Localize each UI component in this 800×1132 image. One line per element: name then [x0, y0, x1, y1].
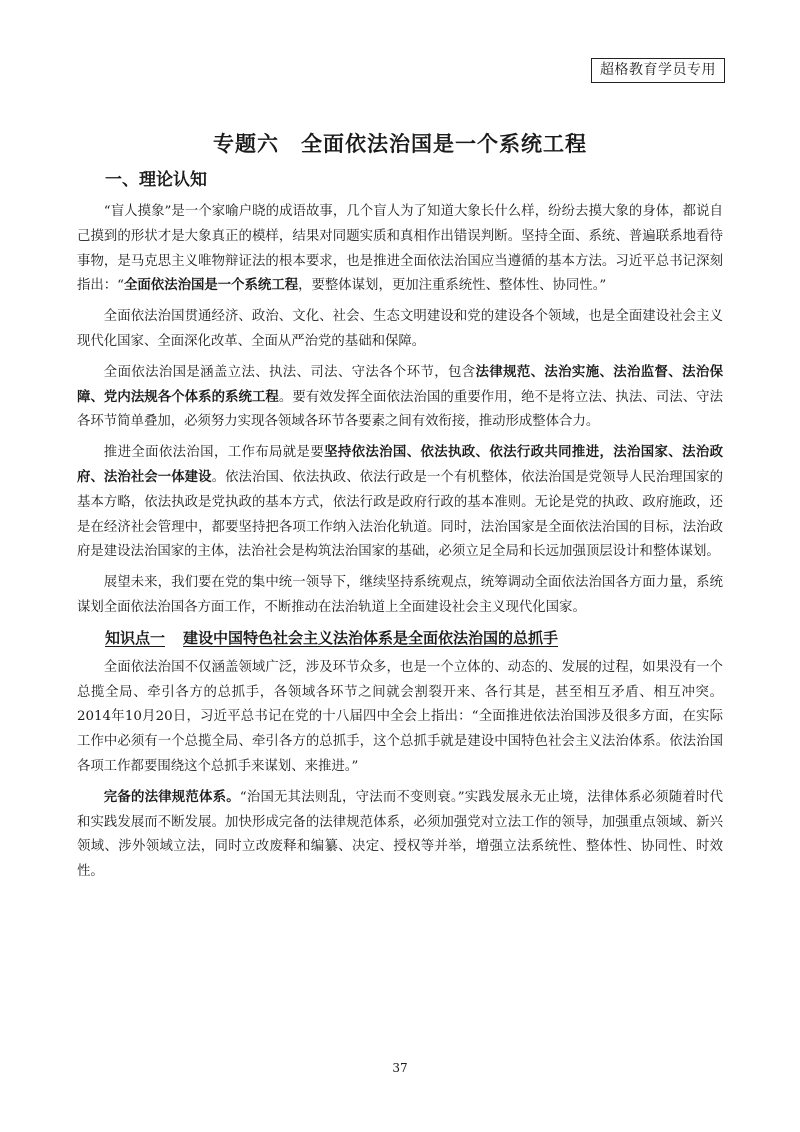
- knowledge-point-label: 知识点一: [105, 628, 166, 647]
- paragraph-1: “盲人摸象”是一个家喻户晓的成语故事，几个盲人为了知道大象长什么样，纷纷去摸大象的身体，都说自己摸到的形状才是大象真正的模样，结果对同题实质和真相作出错误判断。坚持全面、系统、普遍联系地看待事物，是马克思主义唯物辩证法的根本要求，也是推进全面依法治国应当遵循的基本方法。习近平总书记深刻指出：“全面依法治国是一个系统工程，要整体谋划，更加注重系统性、整体性、协同性。”: [77, 204, 723, 294]
- paragraph-3: 全面依法治国是涵盖立法、执法、司法、守法各个环节，包含法律规范、法治实施、法治监督、法治保障、党内法规各个体系的系统工程。要有效发挥全面依法治国的重要作用，绝不是将立法、执法、司法、守法各环节简单叠加，必须努力实现各领域各环节各要素之间有效衔接，推动形成整体合力。: [77, 364, 724, 430]
- bold-text: 全面依法治国是一个系统工程: [124, 278, 299, 294]
- paragraph-5: 展望未来，我们要在党的集中统一领导下，继续坚持系统观点，统筹调动全面依法治国各方面力量，系统谋划全面依法治国各方面工作，不断推动在法治轨道上全面建设社会主义现代化国家。: [77, 575, 723, 615]
- knowledge-point-title: 建设中国特色社会主义法治体系是全面依法治国的总抓手: [183, 628, 559, 647]
- document-body: [77, 168, 723, 891]
- section-heading: 一、理论认知: [105, 170, 207, 190]
- paragraph-4: 推进全面依法治国，工作布局就是要坚持依法治国、依法执政、依法行政共同推进，法治国家、法治政府、法治社会一体建设。依法治国、依法执政、依法行政是一个有机整体，依法治国是党领导人民治理国家的基本方略，依法执政是党执政的基本方式，依法行政是政府行政的基本准则。无论是党的执政、政府施政，还是在经济社会管理中，都要坚持把各项工作纳入法治化轨道。同时，法治国家是全面依法治国的目标，法治政府是建设法治国家的主体，法治社会是构筑法治国家的基础，必须立足全局和长远加强顶层设计和整体谋划。: [77, 445, 724, 560]
- paragraph-6: 全面依法治国不仅涵盖领域广泛，涉及环节众多，也是一个立体的、动态的、发展的过程，如果没有一个总揽全局、牵引各方的总抓手，各领域各环节之间就会割裂开来、各行其是，甚至相互矛盾、相互冲突。2014年10月20日，习近平总书记在党的十八届四中全会上指出：“全面推进依法治国涉及很多方面，在实际工作中必须有一个总揽全局、牵引各方的总抓手，这个总抓手就是建设中国特色社会主义法治体系。依法治国各项工作都要围绕这个总抓手来谋划、来推进。”: [77, 659, 723, 774]
- paragraph-2: 全面依法治国贯通经济、政治、文化、社会、生态文明建设和党的建设各个领域，也是全面建设社会主义现代化国家、全面深化改革、全面从严治党的基础和保障。: [77, 309, 723, 349]
- knowledge-point-heading: [77, 627, 723, 649]
- title-part2: 全面依法治国是一个系统工程: [301, 132, 587, 156]
- bold-text: 坚持依法治国、依法执政、依法行政共同推进，法治国家、法治政府、法治社会一体建设: [77, 445, 723, 485]
- title-part1: 专题六: [213, 132, 279, 156]
- bold-text: 法律规范、法治实施、法治监督、法治保障、党内法规各个体系的系统工程: [77, 364, 724, 405]
- page-number: 37: [392, 1061, 408, 1075]
- header-badge: 超格教育学员专用: [591, 58, 725, 83]
- paragraph-7: 完备的法律规范体系。“治国无其法则乱，守法而不变则衰。”实践发展永无止境，法律体系必须随着时代和实践发展而不断发展。加快形成完备的法律规范体系，必须加强党对立法工作的领导，加强重点领域、新兴领域、涉外领域立法，同时立改废释和编纂、决定、授权等并举，增强立法系统性、整体性、协同性、时效性。: [77, 789, 723, 880]
- page-title: [0, 128, 800, 158]
- bold-text: 完备的法律规范体系。: [103, 789, 240, 805]
